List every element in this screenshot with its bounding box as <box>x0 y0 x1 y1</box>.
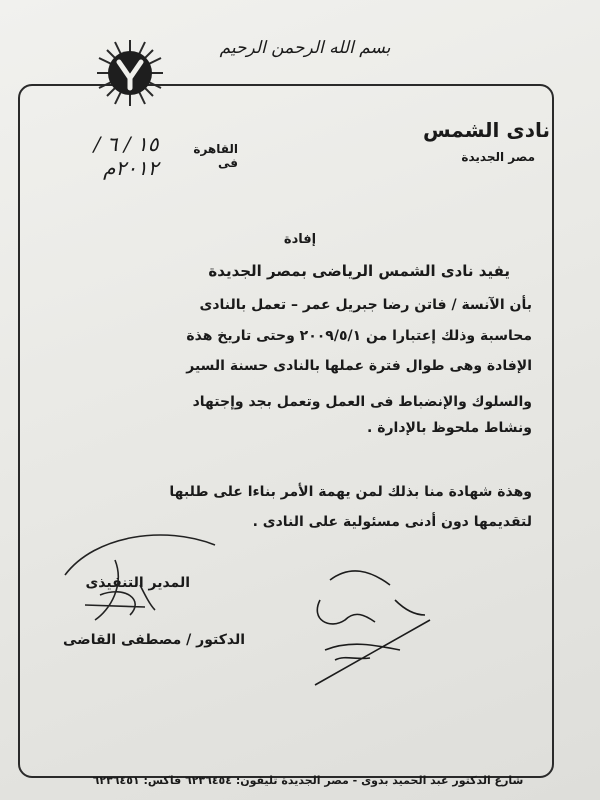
body-line: والسلوك والإنضباط فى العمل وتعمل بجد وإجتهاد <box>192 394 532 410</box>
body-line: بأن الآنسة / فاتن رضا جبريل عمر – تعمل بالنادى <box>199 297 532 313</box>
club-name: نادى الشمس <box>423 118 550 142</box>
handwritten-signature-right <box>300 560 440 690</box>
body-line: يفيد نادى الشمس الرياضى بمصر الجديدة <box>208 262 510 280</box>
body-line: ونشاط ملحوظ بالإدارة . <box>367 420 532 436</box>
date-value: ١٥ / ٦ / ٢٠١٢م <box>93 132 159 180</box>
handwritten-signature-left <box>55 525 225 625</box>
document-heading: إفادة <box>283 232 317 247</box>
signatory-title: المدير التنفيذى <box>85 575 190 591</box>
body-line: محاسبة وذلك إعتبارا من ٢٠٠٩/٥/١ وحتى تاريخ هذة <box>186 328 532 344</box>
basmala: بسم الله الرحمن الرحيم <box>219 38 391 58</box>
letterhead-footer: شارع الدكتور عبد الحميد بدوى - مصر الجديدة تليفون: ٦٢٣٦٤٥٤ فاكس: ٦٢٣٦٤٥١ <box>92 774 524 787</box>
club-district: مصر الجديدة <box>461 150 535 164</box>
date-line <box>38 132 238 180</box>
date-label: القاهرة فى <box>193 142 238 170</box>
body-line: الإفادة وهى طوال فترة عملها بالنادى حسنة السير <box>186 358 532 374</box>
club-sun-logo-icon <box>95 38 165 108</box>
signatory-name: الدكتور / مصطفى القاضى <box>63 632 245 648</box>
body-line: وهذة شهادة منا بذلك لمن يهمة الأمر بناءا على طلبها <box>169 484 532 500</box>
body-line: لتقديمها دون أدنى مسئولية على النادى . <box>252 514 532 530</box>
